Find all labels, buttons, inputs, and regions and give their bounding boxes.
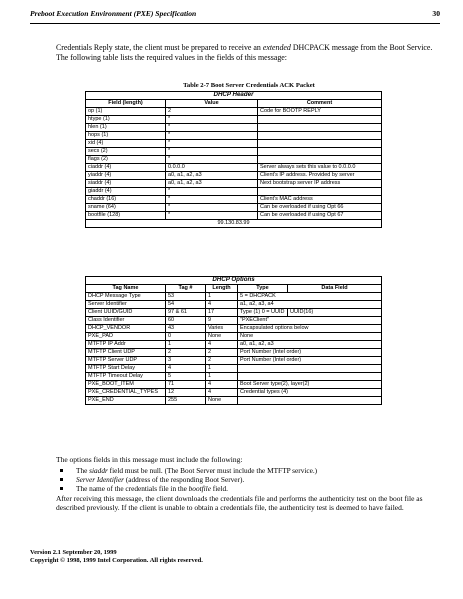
closing-paragraph: After receiving this message, the client downloads the credentials file and performs the authenticity test on the boot file as described previously. If the client is unable to obtain a credentials file, the authenticity test is deemed to have failed. [56,494,423,513]
table-cell: flags (2) [86,155,166,163]
table-cell: 12 [166,388,206,396]
table-row [86,308,382,316]
table-cell: a1, a2, a3, a4 [238,300,382,308]
column-header: Tag # [166,284,206,292]
table-cell [258,139,382,147]
table-cell: 4 [206,388,238,396]
table-cell: 2 [206,348,238,356]
table-cell: Type (1) 0 = UUID [238,308,288,316]
table-row [86,364,382,372]
table-row [86,155,382,163]
table-cell: 3 [166,356,206,364]
table-row [86,107,382,115]
table-cell [238,372,382,380]
table-cell: yiaddr (4) [86,171,166,179]
table-cell [258,123,382,131]
intro-text-a: Credentials Reply state, the client must be prepared to receive an [56,43,263,52]
table-cell: None [206,396,238,404]
table-cell: 2 [206,356,238,364]
bullet-square-icon [60,469,63,472]
table-cell: 54 [166,300,206,308]
table-cell: * [166,131,258,139]
table-row [86,300,382,308]
table-cell: Code for BOOTP REPLY [258,107,382,115]
table-cell: "PXEClient" [238,316,382,324]
table-cell: 4 [166,364,206,372]
table-cell: giaddr (4) [86,187,166,195]
table-cell: hlen (1) [86,123,166,131]
table-cell: * [166,139,258,147]
header-rule [30,23,440,24]
table-cell: MTFTP Start Delay [86,364,166,372]
table-cell: 0 [166,332,206,340]
intro-text-emphasis: extended [262,43,291,52]
table-cell: MTFTP IP Addr [86,340,166,348]
table-row [86,203,382,211]
table-cell: a0, a1, a2, a3 [166,179,258,187]
table-cell: bootfile (128) [86,211,166,219]
table-cell: Can be overloaded if using Opt 66 [258,203,382,211]
table-cell: xid (4) [86,139,166,147]
table-cell: Boot Server type(2), layer(2) [238,380,382,388]
table-cell: 60 [166,316,206,324]
dhcp-options-table [85,276,382,405]
table-row [86,372,382,380]
table-cell: 53 [166,292,206,300]
table-cell: 1 [206,364,238,372]
column-header: Tag Name [86,284,166,292]
table-row [86,396,382,404]
header-row [86,284,382,292]
table-cell: htype (1) [86,115,166,123]
bullet-emphasis: siaddr [89,466,108,475]
intro-paragraph [56,43,442,63]
table-cell: 71 [166,380,206,388]
table-cell: DHCP Message Type [86,292,166,300]
bullet-text: The name of the credentials file in the [76,484,189,494]
table-cell: 2 [166,107,258,115]
section-title: DHCP Options [86,277,382,285]
table-cell: Credential types (4) [238,388,382,396]
table-caption: Table 2-7 Boot Server Credentials ACK Packet [183,82,315,89]
column-header: Type [238,284,288,292]
table-cell: 4 [206,380,238,388]
page-header [30,9,440,21]
table-cell: None [238,332,382,340]
table-cell: ciaddr (4) [86,163,166,171]
table-row [86,179,382,187]
table-cell: Varies [206,324,238,332]
table-row [86,316,382,324]
table-cell: Server always sets this value to 0.0.0.0 [258,163,382,171]
magic-cookie: 99.130.83.99 [86,219,382,227]
bullet-text: The [76,466,90,475]
table-cell: * [166,123,258,131]
table-row [86,123,382,131]
table-cell: PXE_PAD [86,332,166,340]
table-cell: UUID(16) [288,308,382,316]
table-cell: Encapsulated options below [238,324,382,332]
table-cell: DHCP_VENDOR [86,324,166,332]
table-cell: MTFTP Timeout Delay [86,372,166,380]
dhcp-header-table [85,91,382,228]
table-cell: op (1) [86,107,166,115]
table-cell: * [166,203,258,211]
options-intro: The options fields in this message must include the following: [56,455,243,464]
table-row [86,171,382,179]
page-footer [30,549,203,565]
section-row [86,277,382,285]
bullet-text: field must be null. (The Boot Server must include the MTFTP service.) [107,466,318,475]
table-cell: 97 & 61 [166,308,206,316]
table-cell: 43 [166,324,206,332]
table-cell: MTFTP Client UDP [86,348,166,356]
table-cell: 5 = DHCPACK [238,292,382,300]
magic-cookie-row [86,219,382,227]
table-cell: siaddr (4) [86,179,166,187]
table-cell [238,364,382,372]
table-cell: 17 [206,308,238,316]
table-cell: 5 [166,372,206,380]
table-cell: PXE_END [86,396,166,404]
table-row [86,340,382,348]
table-cell: 1 [206,372,238,380]
table-cell: * [166,195,258,203]
table-row [86,195,382,203]
table-row [86,211,382,219]
table-cell: Next bootstrap server IP address [258,179,382,187]
table-row [86,187,382,195]
table-cell: Client's MAC address [258,195,382,203]
requirements-list [56,466,442,494]
table-cell: 9 [206,316,238,324]
table-row [86,332,382,340]
table-cell: * [166,187,258,195]
table-cell: 255 [166,396,206,404]
table-cell: a0, a1, a2, a3 [238,340,382,348]
table-cell [258,187,382,195]
section-row [86,92,382,100]
bullet-square-icon [60,478,63,481]
header-row [86,99,382,107]
table-row [86,115,382,123]
table-row [86,348,382,356]
table-cell [258,155,382,163]
bullet-emphasis: Server Identifier [76,475,125,485]
table-cell: 4 [206,340,238,348]
column-header: Comment [258,99,382,107]
list-item [56,484,442,493]
table-row [86,163,382,171]
table-cell: 4 [206,300,238,308]
table-cell: * [166,211,258,219]
table-cell: hops (1) [86,131,166,139]
table-cell: * [166,155,258,163]
table-cell: Can be overloaded if using Opt 67 [258,211,382,219]
list-item [56,466,442,475]
table-cell: Class Identifier [86,316,166,324]
table-cell: Client's IP address. Provided by server [258,171,382,179]
column-header: Length [206,284,238,292]
header-title: Preboot Execution Environment (PXE) Specification [30,9,197,18]
table-cell: 1 [166,340,206,348]
column-header: Data Field [288,284,382,292]
table-cell: 1 [206,292,238,300]
table-cell: secs (2) [86,147,166,155]
table-cell: sname (64) [86,203,166,211]
table-cell [258,131,382,139]
footer-version: Version 2.1 September 20, 1999 [30,549,117,556]
list-item [56,475,442,484]
table-row [86,292,382,300]
table-cell: chaddr (16) [86,195,166,203]
column-header: Value [166,99,258,107]
table-cell: None [206,332,238,340]
page-number: 30 [432,9,440,18]
table-row [86,147,382,155]
bullet-emphasis: bootfile [188,484,211,494]
table-cell: Port Number (Intel order) [238,356,382,364]
table-cell: PXE_CREDENTIAL_TYPES [86,388,166,396]
footer-copyright: Copyright © 1998, 1999 Intel Corporation. All rights reserved. [30,557,203,564]
table-row [86,380,382,388]
table-cell: a0, a1, a2, a3 [166,171,258,179]
table-row [86,388,382,396]
column-header: Field (length) [86,99,166,107]
table-row [86,356,382,364]
table-cell: Client UUID/GUID [86,308,166,316]
table-cell [258,147,382,155]
table-cell: Port Number (Intel order) [238,348,382,356]
intro-text-c: DHCPACK message from the Boot Service. The following table lists the required values in the fields of this message: [56,43,433,62]
bullet-text: (address of the responding Boot Server). [124,475,245,485]
table-row [86,139,382,147]
table-cell: 0.0.0.0 [166,163,258,171]
table-cell: * [166,115,258,123]
table-cell: MTFTP Server UDP [86,356,166,364]
section-title: DHCP Header [86,92,382,100]
table-row [86,324,382,332]
table-cell [238,396,382,404]
bullet-text: field. [210,484,228,494]
table-cell: 2 [166,348,206,356]
table-row [86,131,382,139]
bullet-square-icon [60,487,63,490]
table-cell: PXE_BOOT_ITEM [86,380,166,388]
table-cell: Server Identifier [86,300,166,308]
table-cell: * [166,147,258,155]
table-cell [258,115,382,123]
